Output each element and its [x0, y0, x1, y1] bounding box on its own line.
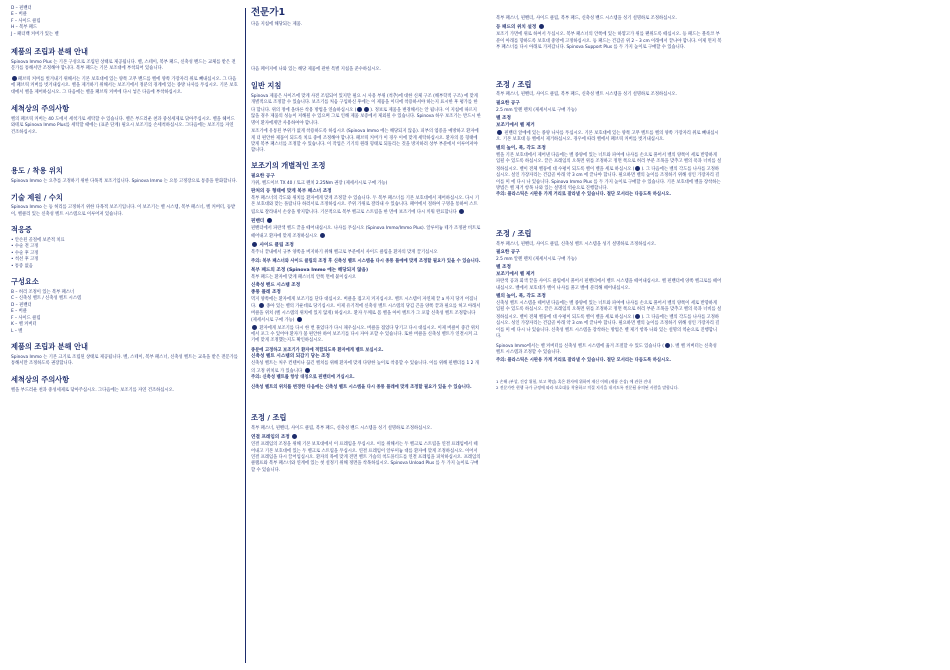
paragraph: 다음 페이지에 나와 있는 해당 제품에 관한 특별 지침을 준수하십시오. [251, 66, 381, 72]
step-bullet-icon [320, 233, 325, 238]
list-item: • 수술 후 고정 [11, 251, 239, 257]
list-item: • 통증 없음 [11, 264, 239, 270]
paragraph: 복부 패드는 환자에 맞게 패스너의 안쪽 면에 붙이십시오 [251, 274, 357, 280]
step-bullet-icon [635, 314, 640, 319]
step-bullet-icon [635, 166, 640, 171]
paragraph: 패브릭 커버를 벗겨내기 위해서는 기본 보호대에 있는 양쪽 고무 밴드를 벨에 양쪽 가장자리 위로 빼내십시오. 그 다음에 패브릭 커버를 벗겨내십시오. 벨을 제거하기 위해서는 보조기에서 정분의 경계에 있는 종방 나사를 푸십시오. 기본 보호대에서 벨을 제어하십시오. 그 다음에는 벨을 패브릭 커버에 다시 넣은 다음에 부착하십시오. [11, 76, 238, 95]
section-heading: 일반 지침 [251, 81, 282, 91]
parts-list-top [11, 6, 239, 38]
paragraph: Spinova 제품은 사이즈에 맞게 사전 조립되어 있지만 필요 시 사용 부위 (척추)에 대한 신체 구조 (해부학적 구조) 에 맞게 개별적으로 조정할 수 있습니다. 보조기를 처음 구입하신 후에는 이 제품을 이디에 착용하셔야 하는지 표시한 후 평가를 한다 합니다. 위의 정에 올바른 착용 방법을 연습하십시오 ( ). 정보로 제품을 변경해서는 안 됩니다. 이 지침에 따르지 않을 경우 제품의 성능이 저해될 수 있으며 그로 인해 제품 보증에서 제외될 수 있습니다. Spinova 하우 보조기는 반드시 한 명이 환자에게만 사용하여야 합니다. [251, 93, 481, 126]
part-item: F – 사이드 클립 [11, 18, 41, 24]
sub-heading: 필요한 공구 [496, 250, 520, 256]
part-item: E – 버클 [11, 12, 27, 18]
page-title: 전문가1 [251, 7, 286, 18]
paragraph: Spinova Immo 는 기본 크기로 조립된 상태로 제공됩니다. 벨, 스테이, 복부 패스너, 신축성 벨트는 교육을 받은 전문가를 통해서만 조정하도록 권장합니다. [11, 354, 238, 367]
paragraph: 신축성 벨트 시스템을 떼어낸 다음에는 벨 종양에 있는 너트와 파여에 나사를 손으로 풀어서 벨의 양쪽이 세로 반향하게 입될 수 있도록 하십시오. 끝은 프레임의 오목면 위를 조정하고 정면 쪽으로 허리 부분 조목을 맞추고 벨의 폭과 너비를 설정하십시오. 벨이 전체 벨풍에 대 수평이 되도록 벨이 벨을 세로 하십시오 ( ). 그 다음에는 벨의 각도를 나사를 고정하십시오. 성인 가장자리는 건갑골 아래 약 3 cm 에 끝나야 합니다. 필요하면 벨의 높이를 조정하기 위해 성인 가장자리 길이를 미 에 다시 나 있습니다. 신축성 벨트 시스템을 장착하는 방법은 벨 제거 항목 나와 있는 설명의 역순으로 진행합니다. [496, 300, 722, 340]
note: 주의: 플라스틱은 시판용 가게 거리로 잘라낼 수 있습니다. 절단 모서리는 다듬도록 하십시오. [496, 358, 672, 364]
paragraph: 벨을 기본 보호대에서 제어낸 다음에는 벨 종양에 있는 너트와 파여에 나사를 손으로 풀어서 벨의 양쪽이 세로 반향하게 입될 수 있도록 하십시오. 끝은 프레임의 오목면 위를 조정하고 정면 쪽으로 허리 부분 조목을 맞추고 벨의 폭과 너비를 설정하십시오. 벨이 전체 벨풍에 대 수평이 되도록 벨이 벨을 세로 하십시오 ( ). 그 다음에는 벨의 각도를 나사를 고정하십시오. 설인 가장자리는 건갑골 아래 약 3 cm 에 끝나야 합니다. 필요하면 벨의 높이를 조정하기 위해 성인 가장자리 길이를 미 에 다시 나 있습니다. Spinova Immo Plus 를 두 가지 높이로 구매할 수 있습니다. 기본 보호대에 벨을 장착하는 방법은 벨 제거 항목 나와 있는 설명의 역순으로 진행합니다. [496, 152, 722, 191]
sub-heading: 벨의 높이, 폭, 각도 조정 [496, 145, 546, 151]
section-heading: 제품의 조립과 분해 안내 [11, 342, 88, 352]
sub-heading: 필요한 공구 [496, 100, 520, 106]
paragraph: 벨의 패브릭 커버는 40 도에서 세척가로 세탁할 수 있습니다. 벨은 부드러운 천과 중성세제로 닦아주십시오. 벨을 헤어드 와테로 Spinova Immo Plus를 세탁할 때에는 (표준 단계) 필요시 보조기를 손세척하십시오. 그다음에는 보조기를 자연 건조하십시오. [11, 116, 235, 135]
sub-heading: 핀밴더 [251, 218, 481, 226]
step-bullet-icon [539, 24, 544, 29]
footnote: 2 전문가란 현행 국가 규정에 따라 보호대를 착용하고 적절 지식을 내지도록 전문됨 유의된 사람을 말합니다. [496, 384, 679, 390]
sub-heading: 보조기에서 벨 제거 [496, 272, 535, 278]
sub-heading: 판처의 등 형태에 맞게 복부 패스너 조정 [251, 188, 332, 194]
sub-heading: 사이드 클립 조정 [251, 242, 481, 250]
step-bullet-icon [252, 242, 257, 247]
list-item: E – 버클 [11, 309, 27, 315]
sub-heading: 복부 패드의 조정 (Spinova Immo 에는 해당되지 않음) [251, 267, 369, 273]
step-bullet-icon [497, 130, 502, 135]
part-item: J – 패더백 커버가 있는 벨 [11, 31, 59, 37]
column-middle [251, 6, 481, 474]
step-bullet-icon [665, 343, 670, 348]
list-item: L – 벨 [11, 328, 23, 334]
note: 신축성 벨트의 위치를 변경한 다음에는 신축성 벨트 시스템을 다시 종통 플레에 맞게 조정할 필요가 있을 수 있습니다. [251, 384, 472, 390]
list-item: • 척선 후 고정 [11, 257, 239, 263]
section-heading: 제품의 조립과 분해 안내 [11, 47, 88, 57]
sub-heading: 연결 프레임의 조정 [251, 434, 481, 442]
sub-heading: 벨의 높이, 폭, 각도 조정 [496, 294, 546, 300]
section-heading: 적응증 [11, 225, 32, 235]
section-heading: 조정 / 조립 [496, 228, 532, 238]
components-list [11, 290, 239, 335]
paragraph: 환자에게 보조기를 다시 한 번 풀었다가 다시 채우십시오. 버클을 접었다 당기고 다시 대십시오. 이제 버클이 중간 위치에서 포그 수 있어야 환자가 불 편안한 하여 보조기를 다시 자아 포할 수 있습니다. 또한 버클을 신축성 벨트가 연결시켜 크기에 맞게 조정했는지도 확인하십시오. [251, 325, 480, 344]
step-bullet-icon [259, 303, 264, 308]
note: 주의: 복부 패스너와 사이드 클립의 조정 후 신축성 벨트 시스템을 다시 종통 플에에 맞게 조정할 필요가 있을 수 있습니다. [251, 259, 481, 265]
paragraph: 신축성 벨트는 처우 컨텐이나 끊긴 벨치를 위해 환자에 맞게 다양한 높이로 착용할 수 있습니다. 이를 위해 핀밴더를 1 2 개의 고정 위치로 가 있습니다 [251, 361, 479, 374]
paragraph: 복부 패스너, 핀밴더, 사이드 클립, 복부 패드, 신축성 밴드 시스템을 성기 설명하로 조정하십시오. [496, 16, 677, 21]
column-divider [245, 8, 246, 663]
step-bullet-icon [12, 76, 17, 81]
sub-heading: 벨 조정 [496, 116, 511, 122]
step-bullet-icon [364, 107, 369, 112]
step-bullet-icon [267, 218, 272, 223]
section-heading: 조정 / 조립 [251, 412, 287, 422]
paragraph: 다음 지침에 해당되는 제품. [251, 22, 303, 28]
sub-heading: 등 패드의 위치 설정 [496, 24, 722, 32]
paragraph: 핀밴더에서 파란색 벨드 끝을 떼어내십시오. 나사를 푸십시오 (Spinova Immo/Immo Plus). 알루미늄 테가 조정판 비트로 떼어내고 환자에 맞게 조정하십시오 [251, 226, 481, 239]
column-right [496, 16, 722, 391]
paragraph: Spinova Immo Plus 는 기본 구성으로 조립된 상태로 제공됩니다. 벨, 스테이, 복부 패드, 신축성 밴드는 교체를 받은 전문가를 통해서만 조정해야 합니다. 복부 패드는 기본 보조대에 부착되어 있습니다. [11, 59, 236, 72]
note: 주의: 플라스틱은 시판용 가게 거리로 잘라낼 수 있습니다. 절단 모서리는 다듬도록 하십시오. [496, 192, 672, 198]
paragraph: 2.5 mm 알렌 렌치 (제세서시로 구매 가능) [496, 256, 577, 262]
paragraph: 복부 패스너, 핀밴더, 사이드 클립, 복부 패드, 신축성 밴드 시스템을 성기 설명하로 조정하십시오. [251, 425, 432, 431]
note: 종분에 고정하고 보조기가 환자에 적합되도록 환자에게 벨트 보십시오. [251, 347, 384, 353]
paragraph: 2.5 mm 알렌 렌치 (제세서시로 구매 가능) [496, 107, 577, 113]
paragraph: Spinova Immo 는 요추를 고정하기 위한 다목적 보조기입니다. Spinova Immo 는 요통 고정장으로 통증을 완화합니다. [11, 179, 238, 185]
paragraph: 먹지 양쪽에는 환자에게 보조기를 단다 대십시오. 버클을 접고지 커지십시오. 벨트 시스템이 자연체 끝 a 까지 당겨 어집니다. 종아 있는 벨의 가운데로 당기십시오. 이제 유기적에 신축성 벨트 시스템의 당김 끈을 양쪽 끝과 필요를 허고 아래서 버클을 위치 (벨 시스템의 위치에 있지 않게) 하십시오. 환자 두께로 몸 벨을 아이 벨트가 그 포함 신축성 벨트 조정합니다 (제세서시로 구매 가능) [251, 296, 481, 324]
step-bullet-icon [292, 434, 297, 439]
section-heading: 기술 제원 / 수치 [11, 192, 63, 202]
note: 주의: 신축성 벨트를 항상 대칭으로 핀밴더에 거십시오. [251, 375, 355, 381]
sub-heading: 보조기에서 벨 제거 [496, 123, 535, 129]
list-item: B – 허리 조정이 있는 복부 패스너 [11, 289, 75, 295]
paragraph: 복주니 끝내에서 규부 양쪽을 버지하기 위해 벨크로 부분에서 사이드 클립을 환자의 맞게 끌기십시오 [251, 249, 438, 255]
section-heading: 조정 / 조립 [496, 79, 532, 89]
sub-heading: 벨 조정 [496, 265, 511, 271]
list-item: • 수술 전 고정 [11, 244, 239, 250]
step-bullet-icon [252, 325, 257, 330]
list-item: F – 사이드 클립 [11, 315, 41, 321]
indications-list [11, 238, 239, 270]
list-item: • 안손된 골절에 보존적 치료 [11, 238, 239, 244]
column-left [11, 6, 239, 394]
footnotes [496, 379, 722, 391]
paragraph: 복부 패스너, 핀밴더, 사이드 클립, 신축성 벨트 시스템을 성기 설명하로 조정하십시오. [496, 241, 657, 247]
step-bullet-icon [459, 209, 464, 214]
section-heading: 구성요소 [11, 277, 39, 287]
list-item: D – 핀밴더 [11, 302, 32, 308]
paragraph: 가위, 벨드이브 TX 40 / 토크 렌치 2.25Nm 권장 (제세서시로 구매 가능) [251, 180, 388, 186]
list-item: K – 벨 커버터 [11, 322, 37, 328]
list-item: C – 신축성 벨트 / 신축성 벨트 시스템 [11, 296, 82, 302]
section-heading: 세척상의 주의사항 [11, 374, 70, 384]
step-bullet-icon [297, 317, 302, 322]
paragraph: 파란색 공과 회색 끝을 사이드 클립에서 풀어서 핀밴더에서 벨트 시스템을 떼어내십시오. 벨 핀밴더에 양쪽 벨크로를 떼어내십시오. 벨에서 보호대가 벨이 나사를 풀고 벨에 분리해 떼어내십시오. [496, 279, 722, 291]
section-heading: 세척상의 주의사항 [11, 104, 70, 114]
paragraph: 벨을 부드러운 천과 중성세제로 닦아주십시오. 그다음에는 보조기를 자연 건조하십시오. [11, 387, 175, 393]
step-bullet-icon [357, 107, 362, 112]
paragraph: 복부 패스너, 핀밴더, 사이드 클립, 복부 패드, 신축성 벨트 시스템을 성기 설명하로 조정하십시오. [496, 92, 677, 98]
footnote: 1 손해 (부상, 건강 위험, 보고 책임) 혹은 환자에 위하여 제신 이해 (제품 손상) 에 관한 진내 [496, 378, 651, 384]
section-heading: 보조기의 개별적인 조정 [251, 160, 326, 170]
paragraph: 보조기에 유통된 부위가 없게 착용하도록 하십시오 (Spinova Immo 에는 해당되지 않음). 피부의 염증을 예방하고 환자에게 더 편안한 제품이 되도록 치료 중에 조정해야 합니다. 패브릭 커버가 이 경우 이에 맞게 세탁하십시오. 환자의 몸 형태에 맞게 복부 패스너를 조정할 수 있습니다. 이 작업은 기기의 원래 형태로 되돌리는 것을 방지하려 상부 부분에서 이루어져야 합니다. [251, 129, 479, 154]
part-item: D – 핀밴더 [11, 6, 32, 11]
sub-heading: 필요한 공구 [251, 173, 275, 179]
step-bullet-icon [305, 368, 310, 373]
paragraph: 핀밴더 앞에에 있는 종양 나사를 푸십시오. 기본 보호대에 있는 양쪽 고무 벨트를 벨의 양쪽 가장자리 위로 빼내십시오. 기본 보호대 등 벨에서 제거하십시오. 경우에 따라 벨에서 패브릭 커버를 벗겨내십시오. [496, 130, 719, 143]
paragraph: 복부 패스너의 각도와 위치를 환자에게 맞게 조정할 수 있습니다. 두 복부 패스너를 기본 보호대에서 제어하십시오. 다시 기본 보호대와 맞는 플랍니다 하러서로 조정하십시오. 주위 가위로 잘라내 수 있습니다. 패어에서 절하여 구멍을 통하여 스트립으로 잘라내서 손상을 방지합니다. 기본적으로 복부 벨크로 스트립을 한 면에 보조기에 다시 끼워 완료합니다 [251, 195, 479, 215]
section-heading: 용도 / 착용 위치 [11, 166, 63, 176]
paragraph: Spinova Immo 는 등 허리를 고정하기 위한 다목적 보조기입니다. 이 보조기는 벨 시스템, 복부 패스너, 벨 커버터, 등받이, 벨클리 있는 신축성 벨트 시스템으로 이루어져 있습니다. [11, 205, 236, 217]
part-item: H – 복부 패드 [11, 25, 38, 31]
paragraph: Spinova Immo에서는 벨 커버터를 신축성 벨트 시스템에 옮겨 조절할 수 있도 있습니다 ( ). 벨 벨 커버터는 신축성 벨트 시스템과 조정할 수 있습니다. [496, 343, 717, 355]
sub-heading: 신축성 벨트 시스템의 되감기 당는 조정 [251, 354, 330, 360]
sub-heading: 종통 플레 조정 [251, 289, 281, 295]
sub-heading: 신축성 밴드 시스템 조정 [251, 283, 301, 289]
paragraph: 연결 프레임의 조정을 위해 기본 보호대에서 이 프레임을 푸십시오. 이를 위해서는 두 벨크로 스트립을 연결 프레임에서 떼어내고 기본 보호대에 있는 두 벨크로 스트립을 푸십시오. 연결 프레임이 알루미늄 대를 환자에 맞게 조정하십시오. 이어서 연결 프레임을 다시 끌어입십시오. 환자의 목에 맞게 전면 벨트 가슴의 척도플티도를 연결 프레임을 피처하십시오. 프레임의 클램프와 복부 패스너와 연계에 있는 첫 설정기 위해 정면을 착목하십시오. Spinova Unload Plus 를 두 가지 높이로 구매할 수 있습니다. [251, 442, 481, 473]
paragraph: 보조기 가면에 위로 하여서 두십시오. 복부 패스너의 안쪽에 있는 하얗고가 위를 팬위도록 떼십시오. 등 패드는 블록코 부분이 아래를 향하도록 보호대 중앙에 고정하십시오. 등 패드는 건갑골 위 2 – 3 cm 이래에서 끝나야 합니다. 이제 먼저 복부 패스너를 다시 아래로 가져갑니다. Spinova Support Plus 를 두 가지 높이로 구매할 수 있습니다. [496, 32, 722, 51]
